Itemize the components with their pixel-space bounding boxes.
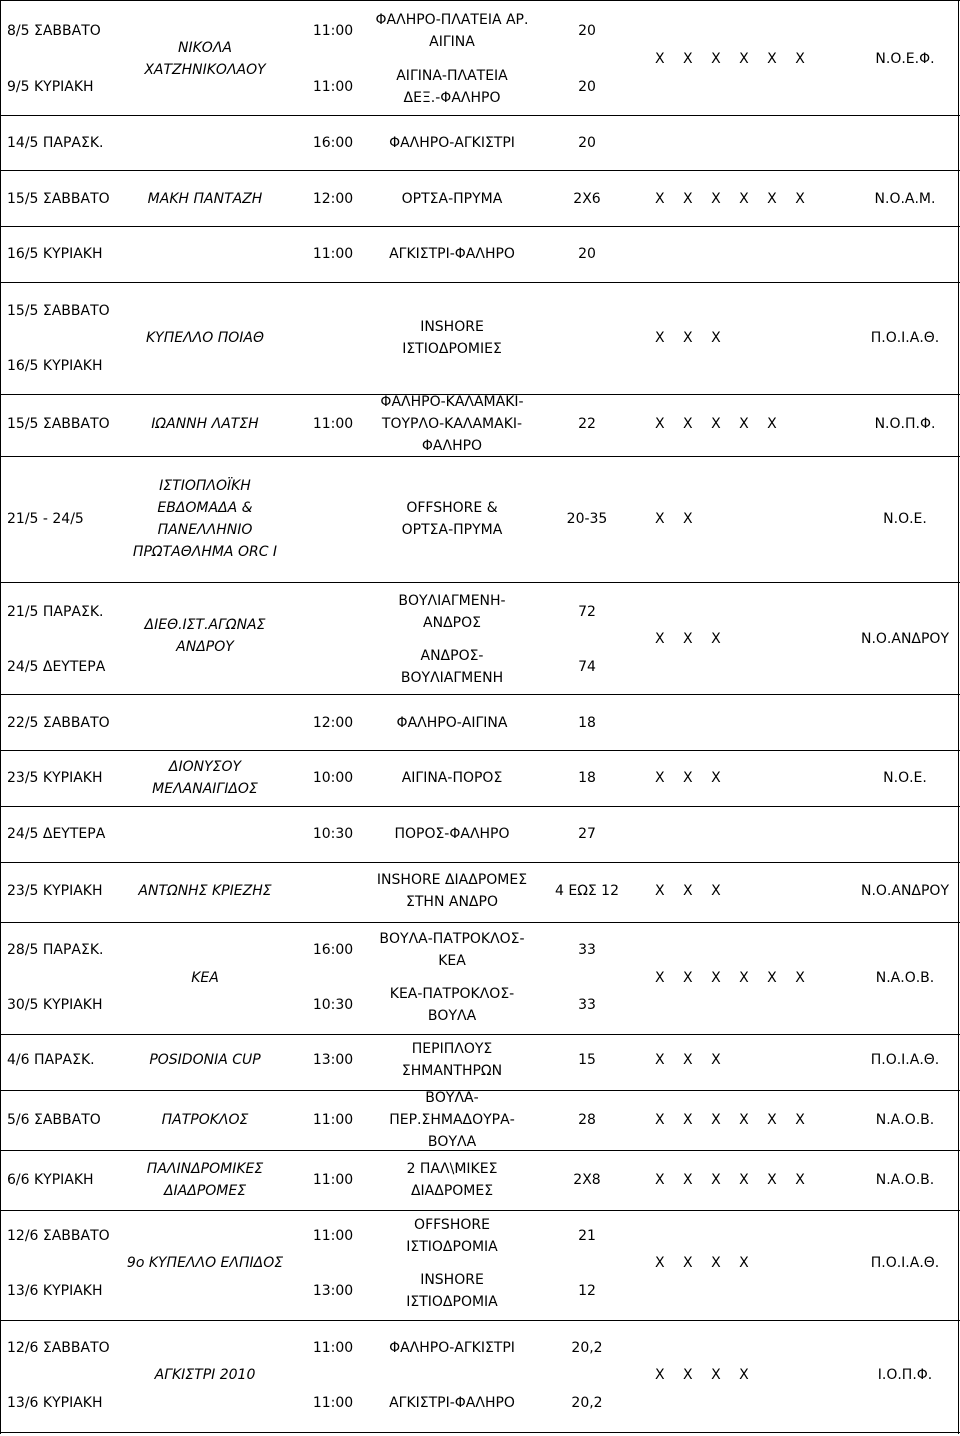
cls-cell <box>655 1252 749 1274</box>
cell-text: X X X X X X <box>655 970 805 986</box>
cell-text: Ν.Ο.ΑΝΔΡΟΥ <box>860 883 950 899</box>
date-cell <box>7 1337 110 1359</box>
miles-cell <box>447 1392 727 1414</box>
cell-text: ΠΕΡ.ΣΗΜΑΔΟΥΡΑ- <box>389 1112 515 1128</box>
organizer-cell <box>65 967 345 989</box>
date-cell <box>7 712 110 734</box>
organizer-cell <box>65 37 345 81</box>
cell-text: ΒΟΥΛΑ <box>427 1134 477 1150</box>
organizer-cell <box>65 327 345 349</box>
cell-text: 20 <box>578 79 596 95</box>
cell-text: Ν.Ο.Ε.Φ. <box>875 51 935 67</box>
cell-text: 15/5 ΣΑΒΒΑΤΟ <box>7 416 110 432</box>
date-cell <box>7 1225 110 1247</box>
cell-text: Ν.Ο.Α.Μ. <box>874 191 936 207</box>
date-cell <box>7 300 110 322</box>
cell-text: POSIDONIA CUP <box>149 1052 261 1068</box>
club-cell <box>765 1252 960 1274</box>
cell-text: 18 <box>578 770 596 786</box>
cell-text: 11:00 <box>312 1395 354 1411</box>
cell-text: 16:00 <box>312 942 354 958</box>
club-cell <box>765 413 960 435</box>
route-cell <box>312 316 592 360</box>
cell-text: ΙΣΤΙΟΔΡΟΜΙΑ <box>406 1294 498 1310</box>
club-cell <box>765 327 960 349</box>
cell-text: 20-35 <box>566 511 608 527</box>
cls-cell <box>655 767 721 789</box>
cell-text: ΙΣΤΙΟΠΛΟΪΚΗ <box>159 478 251 494</box>
cell-text: ΑΓΚΙΣΤΡΙ-ΦΑΛΗΡΟ <box>389 1395 515 1411</box>
cell-text: Ν.Ο.Π.Φ. <box>874 416 936 432</box>
miles-cell <box>447 994 727 1016</box>
cell-text: ΚΥΠΕΛΛΟ ΠΟΙΑΘ <box>145 330 264 346</box>
cell-text: 72 <box>578 604 596 620</box>
cell-text: ΑΙΓΙΝΑ <box>429 34 475 50</box>
cell-text: ΤΟΥΡΛΟ-ΚΑΛΑΜΑΚΙ- <box>381 416 523 432</box>
cell-text: ΔΙΑΔΡΟΜΕΣ <box>163 1183 247 1199</box>
cell-text: ΑΝΔΡΟΣ- <box>420 648 484 664</box>
cell-text: ΦΑΛΗΡΟ-ΑΓΚΙΣΤΡΙ <box>389 1340 515 1356</box>
cell-text: X X X <box>655 631 721 647</box>
cell-text: 20 <box>578 135 596 151</box>
cell-text: ΠΑΤΡΟΚΛΟΣ <box>161 1112 249 1128</box>
club-cell <box>765 188 960 210</box>
cell-text: ΠΡΩΤΑΘΛΗΜΑ ORC I <box>132 544 278 560</box>
organizer-cell <box>65 1252 345 1274</box>
cell-text: 13:00 <box>312 1283 354 1299</box>
cell-text: Ν.Ο.Ε. <box>883 511 927 527</box>
cell-text: Ν.Ο.ΑΝΔΡΟΥ <box>860 631 950 647</box>
miles-cell <box>447 939 727 961</box>
cell-text: X X X X <box>655 1255 749 1271</box>
cell-text: 11:00 <box>312 79 354 95</box>
cell-text: 24/5 ΔΕΥΤΕΡΑ <box>7 826 106 842</box>
cell-text: ΦΑΛΗΡΟ-ΚΑΛΑΜΑΚΙ- <box>380 394 524 410</box>
table-border <box>0 1320 960 1321</box>
date-cell <box>7 823 105 845</box>
date-cell <box>7 355 102 377</box>
cell-text: Ι.Ο.Π.Φ. <box>877 1367 933 1383</box>
cell-text: ΦΑΛΗΡΟ-ΠΛΑΤΕΙΑ ΑΡ. <box>375 12 529 28</box>
cell-text: 20,2 <box>571 1340 603 1356</box>
cls-cell <box>655 628 721 650</box>
cell-text: Π.Ο.Ι.Α.Θ. <box>870 330 940 346</box>
cell-text: ΑΝΔΡΟΣ <box>423 615 481 631</box>
cell-text: 21/5 ΠΑΡΑΣΚ. <box>7 604 104 620</box>
club-cell <box>765 880 960 902</box>
cell-text: ΟΡΤΣΑ-ΠΡΥΜΑ <box>401 191 503 207</box>
cell-text: X X X X X X <box>655 1112 805 1128</box>
cell-text: 16/5 ΚΥΡΙΑΚΗ <box>7 246 103 262</box>
cell-text: 2Χ8 <box>573 1172 601 1188</box>
cell-text: ΦΑΛΗΡΟ-ΑΙΓΙΝΑ <box>396 715 508 731</box>
table-border <box>0 115 960 116</box>
organizer-cell <box>65 475 345 563</box>
cell-text: Ν.Α.Ο.Β. <box>875 1112 935 1128</box>
cls-cell <box>655 1049 721 1071</box>
table-border <box>0 0 960 1</box>
cell-text: 4/6 ΠΑΡΑΣΚ. <box>7 1052 95 1068</box>
cls-cell <box>655 413 777 435</box>
cell-text: INSHORE ΔΙΑΔΡΟΜΕΣ <box>376 872 528 888</box>
cell-text: ΑΙΓΙΝΑ-ΠΟΡΟΣ <box>401 770 503 786</box>
cell-text: 14/5 ΠΑΡΑΣΚ. <box>7 135 104 151</box>
cell-text: 10:30 <box>312 997 354 1013</box>
date-cell <box>7 1280 102 1302</box>
cell-text: 9ο ΚΥΠΕΛΛΟ ΕΛΠΙΔΟΣ <box>126 1255 284 1271</box>
cell-text: Π.Ο.Ι.Α.Θ. <box>870 1255 940 1271</box>
miles-cell <box>447 20 727 42</box>
cell-text: X X X <box>655 770 721 786</box>
cls-cell <box>655 508 693 530</box>
date-cell <box>7 994 102 1016</box>
cell-text: ΑΓΚΙΣΤΡΙ 2010 <box>154 1367 256 1383</box>
cell-text: 74 <box>578 659 596 675</box>
table-border <box>0 750 960 751</box>
cell-text: 12:00 <box>312 191 354 207</box>
cell-text: ΠΟΡΟΣ-ΦΑΛΗΡΟ <box>394 826 510 842</box>
cell-text: Ν.Α.Ο.Β. <box>875 970 935 986</box>
cell-text: ΒΟΥΛΑ <box>427 1008 477 1024</box>
cell-text: 12 <box>578 1283 596 1299</box>
miles-cell <box>447 1337 727 1359</box>
cell-text: 2 ΠΑΛ\ΜΙΚΕΣ <box>406 1161 498 1177</box>
cell-text: ΚΕΑ-ΠΑΤΡΟΚΛΟΣ- <box>389 986 515 1002</box>
cell-text: 12/6 ΣΑΒΒΑΤΟ <box>7 1228 110 1244</box>
cell-text: 11:00 <box>312 416 354 432</box>
table-border <box>0 226 960 227</box>
cell-text: X X X <box>655 883 721 899</box>
miles-cell <box>447 656 727 678</box>
club-cell <box>765 628 960 650</box>
cell-text: 10:30 <box>312 826 354 842</box>
cell-text: X X <box>655 511 693 527</box>
cell-text: X X X <box>655 330 721 346</box>
cell-text: INSHORE <box>420 319 484 335</box>
cell-text: ΕΒΔΟΜΑΔΑ & <box>157 500 253 516</box>
cell-text: 27 <box>578 826 596 842</box>
miles-cell <box>447 823 727 845</box>
cell-text: ΦΑΛΗΡΟ <box>421 438 483 454</box>
cell-text: INSHORE <box>420 1272 484 1288</box>
cell-text: ΙΩΑΝΝΗ ΛΑΤΣΗ <box>151 416 259 432</box>
cell-text: ΑΝΔΡΟΥ <box>176 639 234 655</box>
cell-text: Π.Ο.Ι.Α.Θ. <box>870 1052 940 1068</box>
cell-text: 11:00 <box>312 1340 354 1356</box>
cell-text: 21/5 - 24/5 <box>7 511 84 527</box>
table-border <box>0 862 960 863</box>
cell-text: 22 <box>578 416 596 432</box>
cell-text: 8/5 ΣΑΒΒΑΤΟ <box>7 23 101 39</box>
cell-text: 12/6 ΣΑΒΒΑΤΟ <box>7 1340 110 1356</box>
date-cell <box>7 656 105 678</box>
miles-cell <box>447 712 727 734</box>
table-border <box>0 170 960 171</box>
cell-text: X X X X X X <box>655 51 805 67</box>
cell-text: 6/6 ΚΥΡΙΑΚΗ <box>7 1172 94 1188</box>
cell-text: ΔΙΟΝΥΣΟΥ <box>168 759 242 775</box>
cell-text: ΣΗΜΑΝΤΗΡΩΝ <box>401 1063 503 1079</box>
cell-text: OFFSHORE & <box>406 500 498 516</box>
organizer-cell <box>65 1364 345 1386</box>
date-cell <box>7 132 104 154</box>
club-cell <box>765 48 960 70</box>
club-cell <box>765 967 960 989</box>
cell-text: X X X X X X <box>655 191 805 207</box>
table-border <box>958 0 959 1434</box>
table-border <box>0 922 960 923</box>
club-cell <box>765 1169 960 1191</box>
cell-text: 11:00 <box>312 1112 354 1128</box>
cell-text: X X X X X X <box>655 1172 805 1188</box>
organizer-cell <box>65 614 345 658</box>
club-cell <box>765 1109 960 1131</box>
cell-text: 11:00 <box>312 1172 354 1188</box>
cell-text: 11:00 <box>312 23 354 39</box>
table-border <box>0 1034 960 1035</box>
cell-text: 13/6 ΚΥΡΙΑΚΗ <box>7 1395 103 1411</box>
miles-cell <box>447 1280 727 1302</box>
cell-text: ΒΟΥΛΑ- <box>425 1090 479 1106</box>
miles-cell <box>447 601 727 623</box>
cell-text: 11:00 <box>312 246 354 262</box>
cell-text: 13:00 <box>312 1052 354 1068</box>
cell-text: ΟΡΤΣΑ-ΠΡΥΜΑ <box>401 522 503 538</box>
cell-text: 16/5 ΚΥΡΙΑΚΗ <box>7 358 103 374</box>
cell-text: ΠΕΡΙΠΛΟΥΣ <box>411 1041 493 1057</box>
cell-text: ΝΙΚΟΛΑ <box>178 40 232 56</box>
cell-text: ΒΟΥΛΙΑΓΜΕΝΗ- <box>398 593 506 609</box>
cell-text: 21 <box>578 1228 596 1244</box>
club-cell <box>765 767 960 789</box>
cell-text: ΑΝΤΩΝΗΣ ΚΡΙΕΖΗΣ <box>138 883 272 899</box>
table-border <box>0 1432 960 1433</box>
cell-text: 9/5 ΚΥΡΙΑΚΗ <box>7 79 94 95</box>
organizer-cell <box>65 880 345 902</box>
cell-text: 24/5 ΔΕΥΤΕΡΑ <box>7 659 106 675</box>
cell-text: 15/5 ΣΑΒΒΑΤΟ <box>7 191 110 207</box>
cell-text: 23/5 ΚΥΡΙΑΚΗ <box>7 883 103 899</box>
cell-text: ΚΕΑ <box>438 953 466 969</box>
cell-text: X X X X X <box>655 416 777 432</box>
cell-text: X X X X <box>655 1367 749 1383</box>
cell-text: ΠΑΝΕΛΛΗΝΙΟ <box>157 522 253 538</box>
cell-text: ΔΕΞ.-ΦΑΛΗΡΟ <box>403 90 501 106</box>
cell-text: ΜΑΚΗ ΠΑΝΤΑΖΗ <box>147 191 263 207</box>
cell-text: ΔΙΑΔΡΟΜΕΣ <box>410 1183 494 1199</box>
table-border <box>0 582 960 583</box>
cell-text: 11:00 <box>312 1228 354 1244</box>
club-cell <box>765 1049 960 1071</box>
cell-text: ΣΤΗΝ ΑΝΔΡΟ <box>406 894 498 910</box>
cell-text: ΦΑΛΗΡΟ-ΑΓΚΙΣΤΡΙ <box>389 135 515 151</box>
cell-text: 23/5 ΚΥΡΙΑΚΗ <box>7 770 103 786</box>
date-cell <box>7 243 102 265</box>
cell-text: 5/6 ΣΑΒΒΑΤΟ <box>7 1112 101 1128</box>
cell-text: ΜΕΛΑΝΑΙΓΙΔΟΣ <box>152 781 258 797</box>
table-border <box>0 806 960 807</box>
cell-text: 33 <box>578 997 596 1013</box>
cell-text: ΚΕΑ <box>191 970 219 986</box>
date-cell <box>7 1392 102 1414</box>
cell-text: X X X <box>655 1052 721 1068</box>
cell-text: 33 <box>578 942 596 958</box>
cls-cell <box>655 1364 749 1386</box>
cell-text: 10:00 <box>312 770 354 786</box>
cell-text: 12:00 <box>312 715 354 731</box>
miles-cell <box>447 76 727 98</box>
cell-text: 18 <box>578 715 596 731</box>
cell-text: 20 <box>578 246 596 262</box>
cell-text: 28/5 ΠΑΡΑΣΚ. <box>7 942 104 958</box>
cell-text: OFFSHORE <box>414 1217 490 1233</box>
cell-text: ΙΣΤΙΟΔΡΟΜΙΕΣ <box>402 341 502 357</box>
cell-text: 20 <box>578 23 596 39</box>
cell-text: 30/5 ΚΥΡΙΑΚΗ <box>7 997 103 1013</box>
cell-text: 16:00 <box>312 135 354 151</box>
miles-cell <box>447 1225 727 1247</box>
cell-text: Ν.Ο.Ε. <box>883 770 927 786</box>
club-cell <box>765 508 960 530</box>
table-border <box>0 0 1 1434</box>
cell-text: ΑΓΚΙΣΤΡΙ-ΦΑΛΗΡΟ <box>389 246 515 262</box>
cell-text: ΔΙΕΘ.ΙΣΤ.ΑΓΩΝΑΣ <box>144 617 266 633</box>
cell-text: 4 ΕΩΣ 12 <box>554 883 619 899</box>
cell-text: 28 <box>578 1112 596 1128</box>
cell-text: 22/5 ΣΑΒΒΑΤΟ <box>7 715 110 731</box>
cell-text: 15/5 ΣΑΒΒΑΤΟ <box>7 303 110 319</box>
cell-text: ΑΙΓΙΝΑ-ΠΛΑΤΕΙΑ <box>396 68 508 84</box>
table-border <box>0 282 960 283</box>
cell-text: ΧΑΤΖΗΝΙΚΟΛΑΟΥ <box>144 62 266 78</box>
cell-text: Ν.Α.Ο.Β. <box>875 1172 935 1188</box>
cell-text: ΒΟΥΛΑ-ΠΑΤΡΟΚΛΟΣ- <box>379 931 525 947</box>
cell-text: 15 <box>578 1052 596 1068</box>
cls-cell <box>655 880 721 902</box>
cell-text: 2Χ6 <box>573 191 601 207</box>
cell-text: ΙΣΤΙΟΔΡΟΜΙΑ <box>406 1239 498 1255</box>
miles-cell <box>447 132 727 154</box>
cell-text: 13/6 ΚΥΡΙΑΚΗ <box>7 1283 103 1299</box>
club-cell <box>765 1364 960 1386</box>
cell-text: 20,2 <box>571 1395 603 1411</box>
table-border <box>0 694 960 695</box>
cls-cell <box>655 327 721 349</box>
table-border <box>0 1210 960 1211</box>
date-cell <box>7 939 104 961</box>
miles-cell <box>447 243 727 265</box>
cell-text: ΠΑΛΙΝΔΡΟΜΙΚΕΣ <box>146 1161 264 1177</box>
cell-text: ΒΟΥΛΙΑΓΜΕΝΗ <box>400 670 504 686</box>
